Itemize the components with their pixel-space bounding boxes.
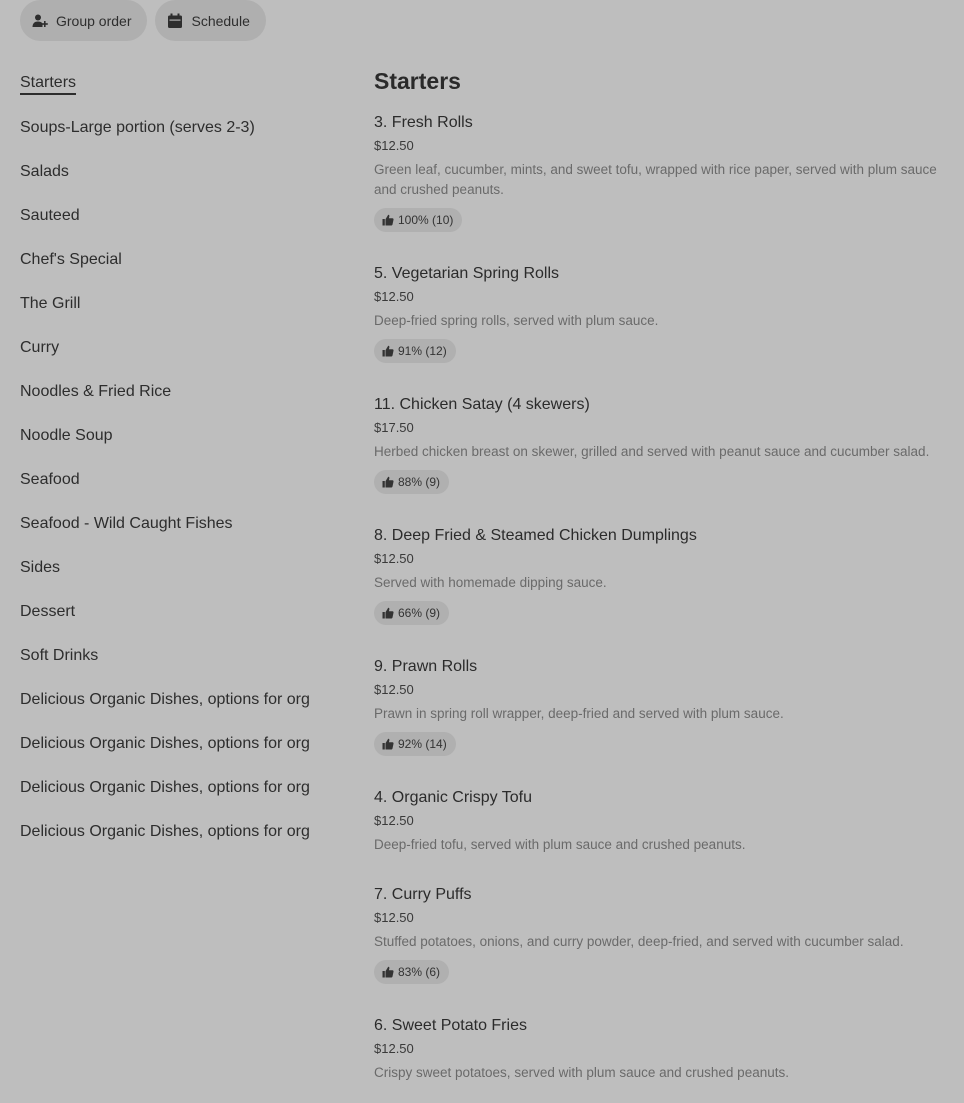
sidebar-item-label: Soups-Large portion (serves 2-3) (20, 119, 255, 136)
sidebar-item-sauteed[interactable] (20, 194, 325, 238)
sidebar-item-label: The Grill (20, 295, 81, 312)
rating-badge (374, 208, 462, 232)
schedule-label: Schedule (191, 12, 250, 29)
sidebar-item-label: Delicious Organic Dishes, options for org (20, 735, 310, 752)
item-price: $12.50 (374, 289, 414, 304)
sidebar-item-label: Salads (20, 163, 69, 180)
item-price: $12.50 (374, 551, 414, 566)
sidebar-item-seafood[interactable] (20, 458, 325, 502)
item-description: Green leaf, cucumber, mints, and sweet tofu, wrapped with rice paper, served with plum sauce and crushed peanuts. (374, 162, 937, 197)
sidebar-item-label: Sides (20, 559, 61, 576)
menu-item[interactable] (374, 263, 944, 363)
top-actions (20, 0, 266, 41)
item-price: $12.50 (374, 1041, 414, 1056)
sidebar-item-noodles-fried-rice[interactable] (20, 370, 325, 414)
item-description: Deep-fried spring rolls, served with plum sauce. (374, 313, 659, 328)
sidebar-item-curry[interactable] (20, 326, 325, 370)
group-order-button[interactable] (20, 0, 147, 41)
menu-item[interactable] (374, 394, 944, 494)
sidebar-item-label: Chef's Special (20, 251, 122, 268)
sidebar-item-label: Noodle Soup (20, 427, 113, 444)
rating-text: 91% (12) (398, 344, 447, 358)
thumbs-up-icon (382, 966, 394, 978)
rating-text: 83% (6) (398, 965, 441, 979)
sidebar-item-sides[interactable] (20, 546, 325, 590)
sidebar-item-organic-1[interactable] (20, 678, 325, 722)
sidebar-item-seafood-wild-caught[interactable] (20, 502, 325, 546)
thumbs-up-icon (382, 345, 394, 357)
item-name: 11. Chicken Satay (4 skewers) (374, 396, 590, 413)
item-description: Crispy sweet potatoes, served with plum sauce and crushed peanuts. (374, 1065, 789, 1080)
sidebar-item-label: Noodles & Fried Rice (20, 383, 172, 400)
thumbs-up-icon (382, 607, 394, 619)
menu-item[interactable] (374, 112, 944, 232)
menu-item[interactable] (374, 1015, 944, 1083)
item-name: 4. Organic Crispy Tofu (374, 789, 532, 806)
section-title: Starters (374, 68, 461, 94)
thumbs-up-icon (382, 214, 394, 226)
item-description: Prawn in spring roll wrapper, deep-fried and served with plum sauce. (374, 706, 784, 721)
item-name: 8. Deep Fried & Steamed Chicken Dumplings (374, 527, 697, 544)
calendar-icon (167, 13, 183, 29)
rating-badge (374, 339, 456, 363)
sidebar-item-dessert[interactable] (20, 590, 325, 634)
sidebar-item-the-grill[interactable] (20, 282, 325, 326)
category-sidebar (20, 62, 325, 854)
thumbs-up-icon (382, 476, 394, 488)
item-name: 3. Fresh Rolls (374, 114, 473, 131)
rating-text: 88% (9) (398, 475, 441, 489)
item-price: $12.50 (374, 910, 414, 925)
menu-item[interactable] (374, 787, 944, 855)
item-description: Stuffed potatoes, onions, and curry powder, deep-fried, and served with cucumber salad. (374, 934, 904, 949)
menu-item[interactable] (374, 884, 944, 984)
add-person-icon (32, 13, 48, 29)
sidebar-item-label: Starters (20, 74, 76, 95)
rating-text: 92% (14) (398, 737, 447, 751)
sidebar-item-label: Dessert (20, 603, 76, 620)
item-name: 9. Prawn Rolls (374, 658, 478, 675)
menu-item[interactable] (374, 656, 944, 756)
rating-text: 100% (10) (398, 213, 454, 227)
sidebar-item-label: Soft Drinks (20, 647, 99, 664)
item-name: 7. Curry Puffs (374, 886, 472, 903)
sidebar-item-organic-2[interactable] (20, 722, 325, 766)
sidebar-item-starters[interactable] (20, 62, 325, 106)
group-order-label: Group order (56, 12, 132, 29)
sidebar-item-label: Seafood - Wild Caught Fishes (20, 515, 233, 532)
sidebar-item-label: Delicious Organic Dishes, options for org (20, 823, 310, 840)
sidebar-item-noodle-soup[interactable] (20, 414, 325, 458)
sidebar-item-chefs-special[interactable] (20, 238, 325, 282)
item-description: Deep-fried tofu, served with plum sauce and crushed peanuts. (374, 837, 746, 852)
sidebar-item-label: Sauteed (20, 207, 80, 224)
rating-badge (374, 960, 449, 984)
item-description: Herbed chicken breast on skewer, grilled and served with peanut sauce and cucumber salad. (374, 444, 930, 459)
rating-badge (374, 470, 449, 494)
item-price: $12.50 (374, 813, 414, 828)
sidebar-item-soft-drinks[interactable] (20, 634, 325, 678)
item-price: $12.50 (374, 138, 414, 153)
item-description: Served with homemade dipping sauce. (374, 575, 607, 590)
rating-text: 66% (9) (398, 606, 441, 620)
rating-badge (374, 732, 456, 756)
sidebar-item-salads[interactable] (20, 150, 325, 194)
item-price: $12.50 (374, 682, 414, 697)
item-price: $17.50 (374, 420, 414, 435)
sidebar-item-label: Seafood (20, 471, 80, 488)
sidebar-item-organic-4[interactable] (20, 810, 325, 854)
menu-item[interactable] (374, 525, 944, 625)
item-name: 5. Vegetarian Spring Rolls (374, 265, 559, 282)
sidebar-item-organic-3[interactable] (20, 766, 325, 810)
item-name: 6. Sweet Potato Fries (374, 1017, 527, 1034)
thumbs-up-icon (382, 738, 394, 750)
sidebar-item-label: Delicious Organic Dishes, options for org (20, 691, 310, 708)
menu-section (374, 64, 944, 1083)
schedule-button[interactable] (155, 0, 265, 41)
rating-badge (374, 601, 449, 625)
sidebar-item-label: Delicious Organic Dishes, options for org (20, 779, 310, 796)
sidebar-item-label: Curry (20, 339, 60, 356)
sidebar-item-soups[interactable] (20, 106, 325, 150)
